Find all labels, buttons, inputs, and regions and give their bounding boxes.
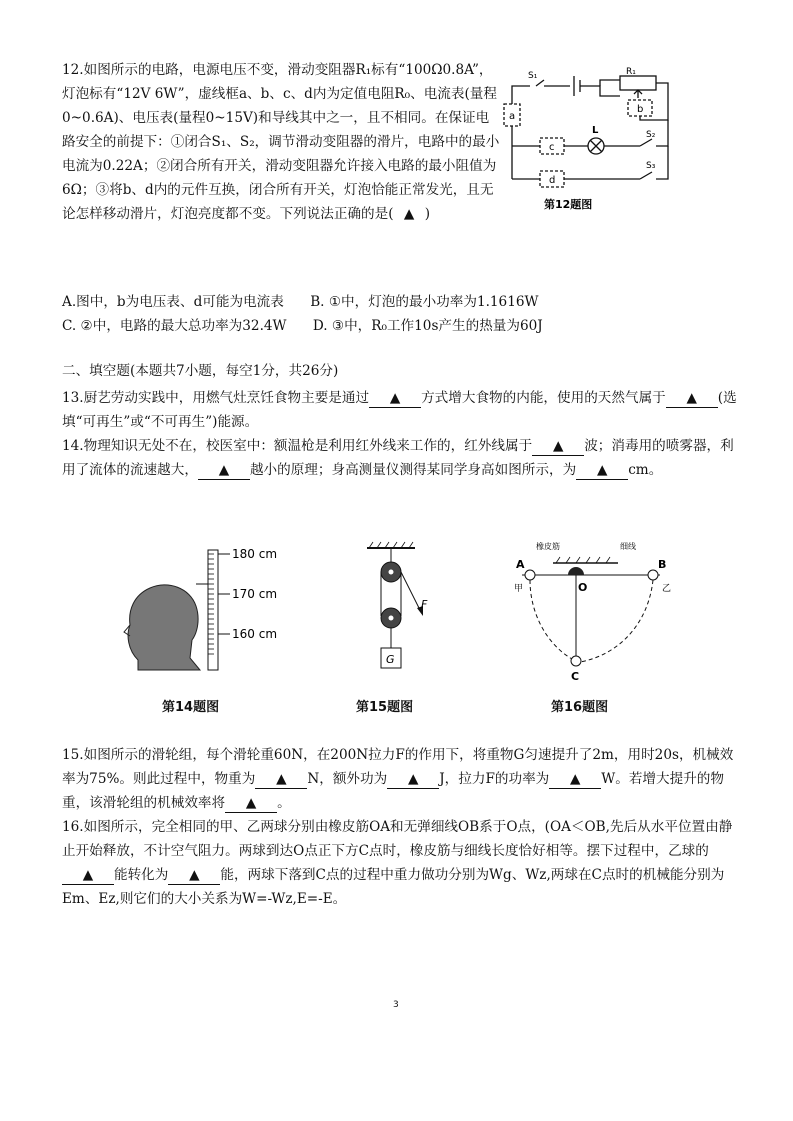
q15-text-2: N，额外功为 [307, 771, 388, 787]
answer-blank: ▲ [549, 770, 601, 789]
pendulum-figure [508, 535, 688, 685]
answer-blank: ▲ [387, 770, 439, 789]
point-b: B [658, 558, 667, 571]
label-c: c [549, 142, 555, 153]
option-c: C. ②中，电路的最大总功率为32.4W [62, 318, 287, 334]
page-number: 3 [393, 1000, 399, 1010]
question-13-14 [62, 386, 738, 482]
answer-mark: ▲ [403, 206, 415, 222]
question-12 [62, 58, 502, 226]
answer-blank: ▲ [369, 389, 421, 408]
question-14 [62, 434, 738, 482]
answer-blank: ▲ [666, 389, 718, 408]
q15-text-1: 15.如图所示的滑轮组，每个滑轮重60N，在200N拉力F的作用下，将重物G匀速提升了2m，用时20s，机械效率为75%。则此过程中，物重为 [62, 747, 734, 787]
option-b: B. ①中，灯泡的最小功率为1.1616W [310, 294, 539, 310]
point-o: O [578, 581, 588, 594]
answer-blank: ▲ [225, 794, 277, 813]
q16-text-1: 16.如图所示，完全相同的甲、乙两球分别由橡皮筋OA和无弹细线OB系于O点，(OA＜OB,先后从水平位置由静止开始释放，不计空气阻力。两球到达O点正下方C点时，橡皮筋与细线长度恰好相等。摆下过程中，乙球的 [62, 819, 733, 859]
option-a: A.图中，b为电压表、d可能为电流表 [62, 294, 284, 310]
q14-text-2: 波；消毒用的喷雾器，利用了流体的流速越大， [62, 438, 734, 478]
answer-blank: ▲ [168, 866, 220, 885]
point-c: C [571, 670, 580, 683]
force-label: F [421, 598, 428, 611]
q14-text-3: 越小的原理；身高测量仪测得某同学身高如图所示，为 [249, 462, 577, 478]
fig14-caption: 第14题图 [162, 700, 220, 715]
string-label: 细线 [620, 542, 636, 551]
height-ruler-figure [120, 540, 310, 680]
q12-options [62, 290, 742, 338]
tick-160: 160 cm [232, 627, 278, 641]
q16-text-2: 能转化为 [114, 867, 169, 883]
ball-yi: 乙 [662, 584, 672, 594]
answer-blank: ▲ [532, 437, 584, 456]
q14-text-4: cm。 [628, 462, 663, 478]
q13-text-1: 13.厨艺劳动实践中，用燃气灶烹饪食物主要是通过 [62, 390, 370, 406]
pulley-figure [355, 540, 445, 680]
option-d: D. ③中，R₀工作10s产生的热量为60J [312, 318, 543, 334]
label-r1: R₁ [626, 67, 636, 77]
options-row-2 [62, 314, 742, 338]
label-s1: S₁ [528, 71, 538, 81]
tick-180: 180 cm [232, 547, 278, 561]
q15-text-3: J，拉力F的功率为 [439, 771, 550, 787]
question-15 [62, 743, 738, 815]
label-s3: S₃ [646, 161, 656, 171]
label-l: L [592, 125, 599, 136]
question-16 [62, 815, 738, 911]
q15-text-5: 。 [277, 795, 291, 811]
answer-blank: ▲ [62, 866, 114, 885]
section-heading: 二、填空题(本题共7小题，每空1分，共26分) [62, 363, 339, 379]
tick-170: 170 cm [232, 587, 278, 601]
label-b: b [637, 104, 644, 115]
ball-jia: 甲 [514, 584, 524, 594]
question-13 [62, 386, 738, 434]
fig15-caption: 第15题图 [356, 700, 414, 715]
fig12-caption: 第12题图 [544, 198, 593, 211]
weight-label: G [386, 653, 395, 666]
q15-text-4: W。若增大提升的物重，该滑轮组的机械效率将 [62, 771, 724, 811]
point-a: A [516, 558, 525, 571]
label-s2: S₂ [646, 130, 656, 140]
label-d: d [549, 175, 556, 186]
q13-text-3: (选填“可再生”或“不可再生”)能源。 [62, 390, 737, 430]
options-row-1 [62, 290, 742, 314]
answer-blank: ▲ [255, 770, 307, 789]
circuit-diagram [500, 64, 680, 214]
q14-text-1: 14.物理知识无处不在，校医室中：额温枪是利用红外线来工作的，红外线属于 [62, 438, 533, 454]
fig16-caption: 第16题图 [551, 700, 609, 715]
answer-blank: ▲ [576, 461, 628, 480]
q13-text-2: 方式增大食物的内能，使用的天然气属于 [421, 390, 666, 406]
q12-text: 12.如图所示的电路，电源电压不变，滑动变阻器R₁标有“100Ω0.8A”，灯泡标有“12V 6W”，虚线框a、b、c、d内为定值电阻R₀、电流表(量程0~0.6A)、电压表(量程0~15V)和导线其中之一，且不相同。在保证电路安全的前提下：①闭合S₁、S₂，调节滑动变阻器的滑片，电路中的最小电流为0.22A；②闭合所有开关，滑动变阻器允许接入电路的最小阻值为6Ω；③将b、d内的元件互换，闭合所有开关，灯泡恰能正常发光，且无论怎样移动滑片，灯泡亮度都不变。下列说法正确的是( [62, 62, 500, 222]
q16-text-3: 能，两球下落到C点的过程中重力做功分别为Wg、Wz,两球在C点时的机械能分别为Em、Ez,则它们的大小关系为W=-Wz,E=-E。 [62, 867, 725, 907]
q12-close: ) [424, 206, 430, 222]
question-15-16 [62, 743, 738, 911]
label-a: a [509, 111, 516, 122]
answer-blank: ▲ [198, 461, 250, 480]
rubber-label: 橡皮筋 [536, 542, 560, 551]
